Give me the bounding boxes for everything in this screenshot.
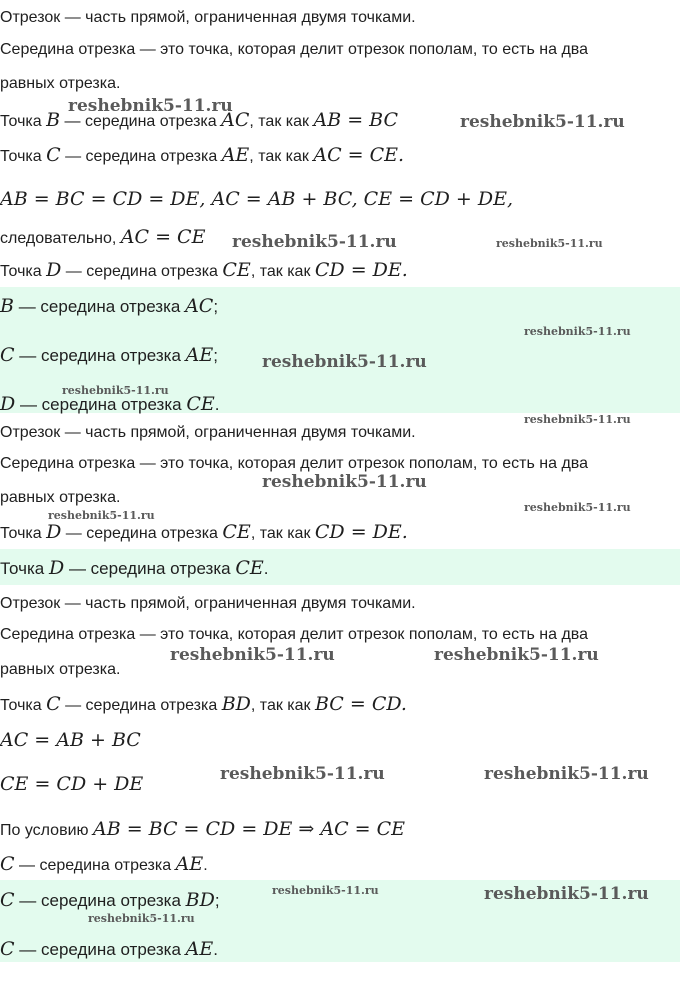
condition-line: По условию AB = BC = CD = DE ⇒ AC = CE [0,818,406,840]
solution-line: следовательно, AC = CE [0,226,206,248]
watermark: reshebnik5-11.ru [524,325,631,338]
equation-line: CE = CD + DE [0,773,144,795]
watermark: reshebnik5-11.ru [272,884,379,897]
solution-line: Точка D — середина отрезка CE, так как CD = DE. [0,521,408,543]
answer-line: C — середина отрезка AE; [0,344,218,366]
answer-line: Точка D — середина отрезка CE. [0,557,269,579]
equation-line: AB = BC = CD = DE, AC = AB + BC, CE = CD + DE, [0,188,513,210]
watermark: reshebnik5-11.ru [262,352,427,372]
answer-line: D — середина отрезка CE. [0,393,220,415]
watermark: reshebnik5-11.ru [48,509,155,522]
answer-line: B — середина отрезка AC; [0,295,219,317]
watermark: reshebnik5-11.ru [460,112,625,132]
solution-line: Точка B — середина отрезка AC, так как AB = BC [0,109,399,131]
watermark: reshebnik5-11.ru [88,912,195,925]
solution-line: Точка D — середина отрезка CE, так как CD = DE. [0,259,408,281]
answer-line: C — середина отрезка BD; [0,889,220,911]
conclusion-line: C — середина отрезка AE. [0,853,208,875]
midpoint-definition-line2: равных отрезка. [0,75,121,92]
midpoint-definition-line2: равных отрезка. [0,661,121,678]
watermark: reshebnik5-11.ru [496,237,603,250]
watermark: reshebnik5-11.ru [220,764,385,784]
answer-line: C — середина отрезка AE. [0,938,218,960]
midpoint-definition-line1: Середина отрезка — это точка, которая делит отрезок пополам, то есть на два [0,41,589,58]
watermark: reshebnik5-11.ru [434,645,599,665]
midpoint-definition-line1: Середина отрезка — это точка, которая делит отрезок пополам, то есть на два [0,626,589,643]
watermark: reshebnik5-11.ru [484,764,649,784]
equation-line: AC = AB + BC [0,729,141,751]
definition-text: Отрезок — часть прямой, ограниченная двумя точками. [0,424,416,441]
watermark: reshebnik5-11.ru [262,472,427,492]
solution-line: Точка C — середина отрезка AE, так как AC = CE. [0,144,405,166]
midpoint-definition-line1: Середина отрезка — это точка, которая делит отрезок пополам, то есть на два [0,455,589,472]
watermark: reshebnik5-11.ru [62,384,169,397]
watermark: reshebnik5-11.ru [524,413,631,426]
midpoint-definition-line2: равных отрезка. [0,489,121,506]
definition-text: Отрезок — часть прямой, ограниченная двумя точками. [0,595,416,612]
solution-line: Точка C — середина отрезка BD, так как BC = CD. [0,693,407,715]
watermark: reshebnik5-11.ru [68,96,233,116]
watermark: reshebnik5-11.ru [232,232,397,252]
watermark: reshebnik5-11.ru [170,645,335,665]
watermark: reshebnik5-11.ru [524,501,631,514]
definition-text: Отрезок — часть прямой, ограниченная двумя точками. [0,9,416,26]
watermark: reshebnik5-11.ru [484,884,649,904]
